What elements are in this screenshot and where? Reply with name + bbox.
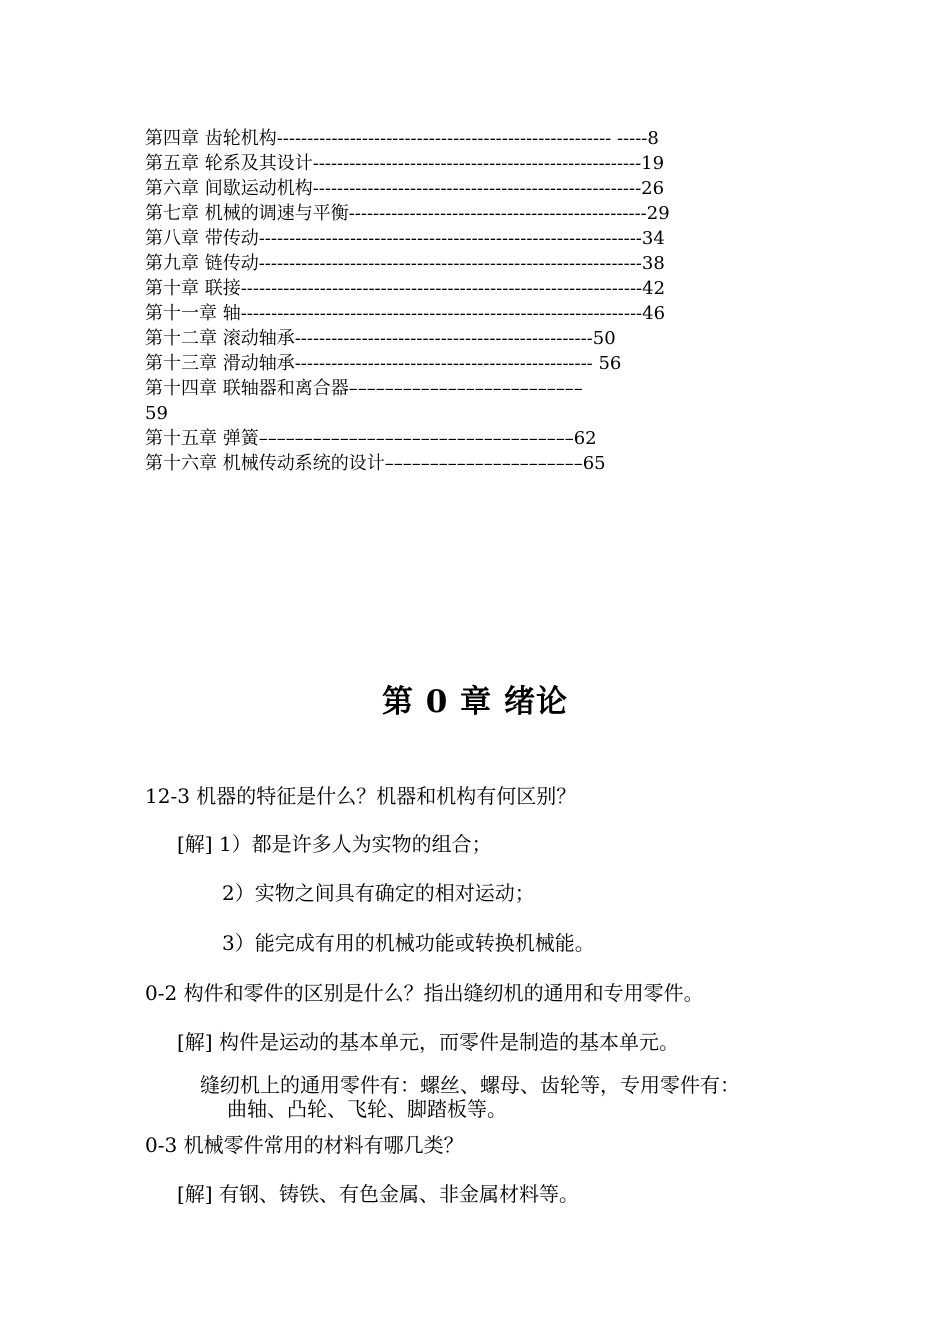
toc-entry-text: 第四章 齿轮机构------------------------------------------------------- -----8 [145, 128, 659, 149]
question-text: 0-2 构件和零件的区别是什么？指出缝纫机的通用和专用零件。 [145, 981, 704, 1005]
toc-entry-text: 第十章 联接------------------------------------------------------------------42 [145, 278, 666, 299]
toc-entry-text: 第十四章 联轴器和离合器–––––––––––––––––––––––––– [145, 378, 583, 399]
answer-text: 2）实物之间具有确定的相对运动； [222, 881, 535, 905]
toc-entry[interactable] [145, 126, 785, 151]
toc-entry-text: 第九章 链传动---------------------------------------------------------------38 [145, 253, 665, 274]
toc-entry-text: 第十二章 滚动轴承-------------------------------------------------50 [145, 328, 616, 349]
toc-entry[interactable] [145, 151, 785, 176]
toc-entry-text: 第十一章 轴------------------------------------------------------------------46 [145, 303, 666, 324]
table-of-contents [145, 126, 785, 476]
toc-entry[interactable] [145, 201, 785, 226]
answer-text: [解] 有钢、铸铁、有色金属、非金属材料等。 [177, 1182, 579, 1206]
toc-entry[interactable] [145, 251, 785, 276]
question-text: 0-3 机械零件常用的材料有哪几类？ [145, 1133, 464, 1157]
toc-entry[interactable] [145, 326, 785, 351]
answer-text: [解] 1）都是许多人为实物的组合； [177, 832, 492, 856]
toc-entry-page-number: 59 [145, 403, 168, 424]
toc-entry[interactable] [145, 301, 785, 326]
chapter-title: 第 0 章 绪论 [382, 684, 568, 720]
toc-entry-text: 第六章 间歇运动机构------------------------------------------------------26 [145, 178, 665, 199]
toc-entry-text: 第七章 机械的调速与平衡-------------------------------------------------29 [145, 203, 670, 224]
toc-entry[interactable] [145, 351, 785, 376]
question-text: 12-3 机器的特征是什么？机器和机构有何区别？ [145, 784, 577, 808]
answer-text: 曲轴、凸轮、飞轮、脚踏板等。 [227, 1097, 507, 1121]
toc-entry-text: 第十六章 机械传动系统的设计––––––––––––––––––––––65 [145, 453, 606, 474]
toc-entry-text: 第十三章 滑动轴承------------------------------------------------- 56 [145, 353, 622, 374]
toc-entry[interactable] [145, 451, 785, 476]
toc-entry[interactable] [145, 276, 785, 301]
toc-entry-text: 第五章 轮系及其设计------------------------------------------------------19 [145, 153, 665, 174]
answer-text: 缝纫机上的通用零件有：螺丝、螺母、齿轮等，专用零件有： [200, 1073, 740, 1097]
toc-entry-text: 第八章 带传动---------------------------------------------------------------34 [145, 228, 665, 249]
answer-text: 3）能完成有用的机械功能或转换机械能。 [222, 931, 595, 955]
answer-text: [解] 构件是运动的基本单元，而零件是制造的基本单元。 [177, 1030, 679, 1054]
toc-entry-text: 第十五章 弹簧–––––––––––––––––––––––––––––––––––62 [145, 428, 597, 449]
toc-entry[interactable] [145, 176, 785, 201]
toc-entry[interactable] [145, 226, 785, 251]
toc-entry[interactable] [145, 376, 785, 426]
toc-entry[interactable] [145, 426, 785, 451]
